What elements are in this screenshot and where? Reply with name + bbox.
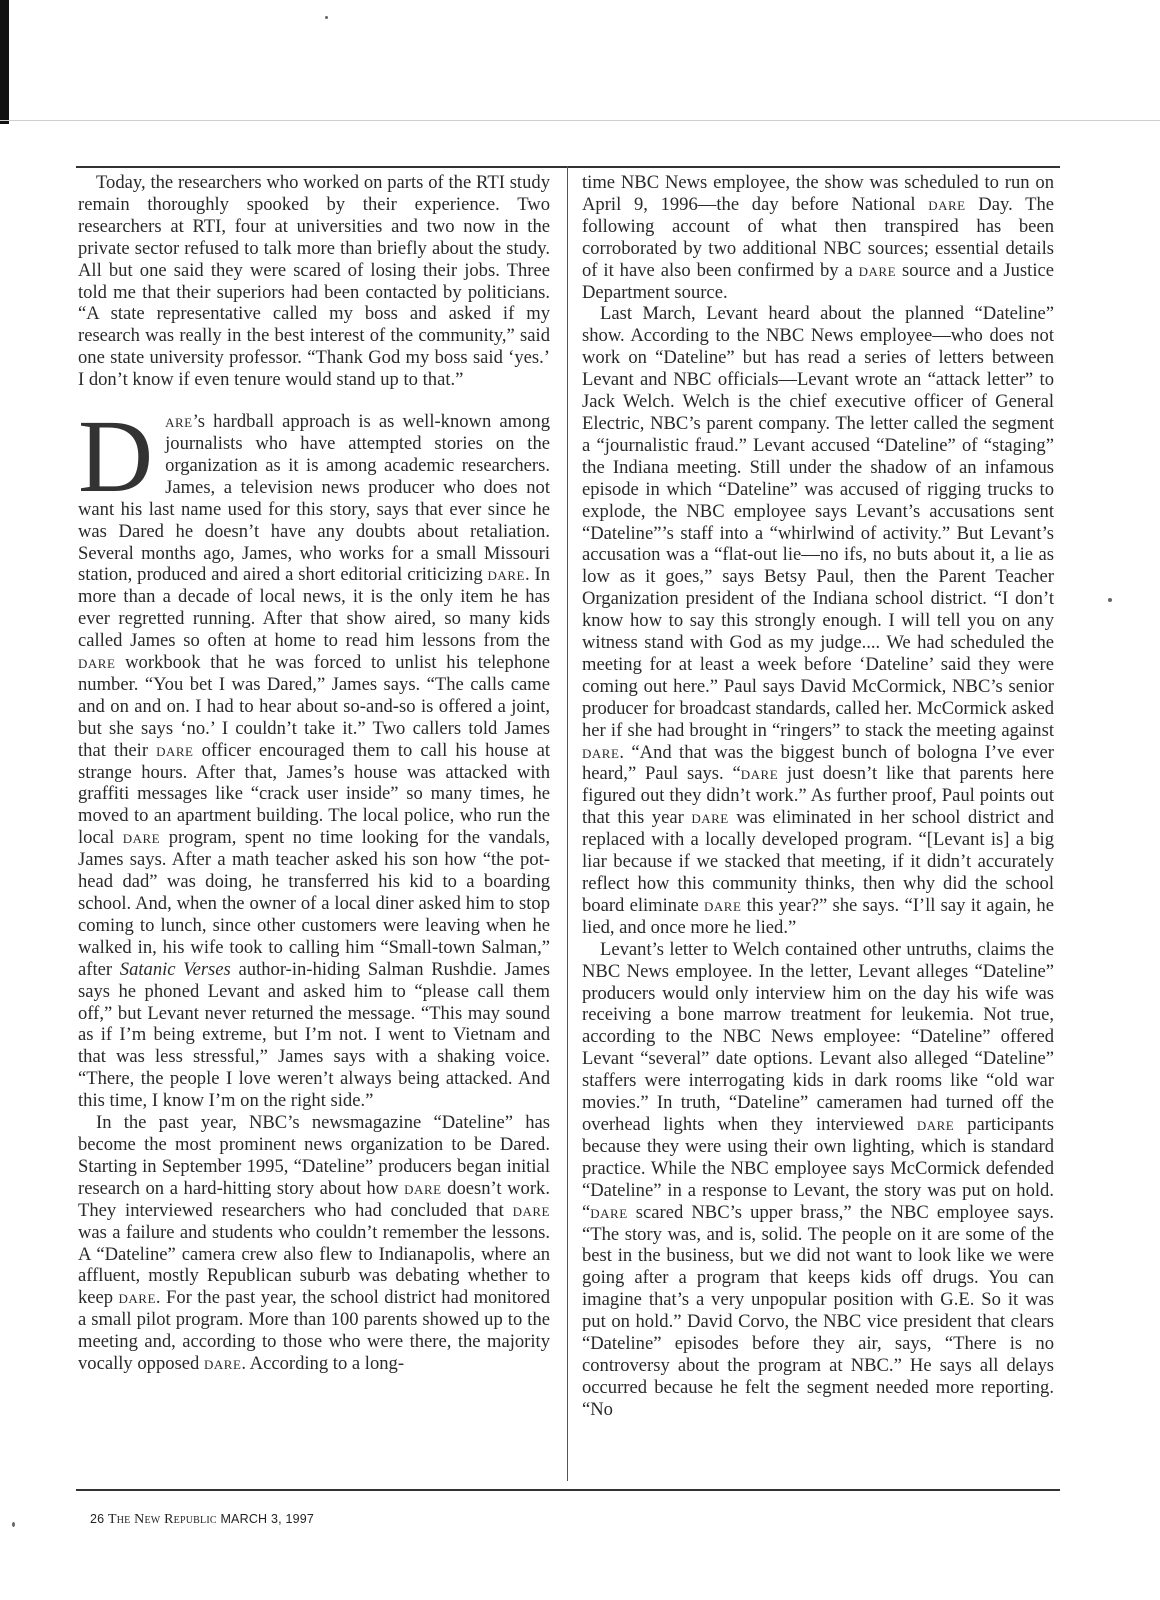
top-rule — [76, 166, 1060, 168]
scan-edge — [0, 0, 9, 124]
page-number: 26 — [90, 1512, 105, 1526]
scan-speck — [12, 1522, 15, 1527]
paragraph: are’s hardball approach is as well-known among journalists who have attempted stories on the organization as it is among academic researchers. James, a television news producer who does not want his last name used for this story, says that ever since he was Dared he doesn’t have any doubts about retaliation. Several months ago, James, who works for a small Missouri station, produced and aired a short editorial criticizing dare. In more than a decade of local news, it is the only item he has ever regretted running. After that show aired, so many kids called James so often at home to read him lessons from the dare workbook that he was forced to unlist his telephone number. “You bet I was Dared,” James says. “The calls came and on and on. I had to hear about so-and-so is offered a joint, but she says ‘no.’ I couldn’t take it.” Two callers told James that their dare officer encouraged them to call his house at strange hours. After that, James’s house was attacked with graffiti messages like “crack user inside” so many times, he moved to an apartment building. The local police, who run the local dare program, spent no time looking for the vandals, James says. After a math teacher asked his son how “the pot-head dad” was doing, he transferred his kid to a boarding school. And, when the owner of a local diner asked him to stop coming to lunch, since other customers were leaving when he walked in, his wife took to calling him “Small-town Salman,” after Satanic Verses author-in-hiding Salman Rushdie. James says he phoned Levant and asked him to “please call them off,” but Levant never returned the message. “This may sound as if I’m being extreme, but I’m not. I went to Vietnam and that was less stressful,” James says with a shaking voice. “There, the people I love weren’t always being attacked. And this time, I know I’m on the right side.” — [78, 411, 550, 1112]
paragraph: Today, the researchers who worked on parts of the RTI study remain thoroughly spooked by their experience. Two researchers at RTI, four at universities and two now in the private sector refused to talk more than briefly about the study. All but one said they were scared of losing their jobs. Three told me that their superiors had been contacted by politicians. “A state representative called my boss and asked if my research was really in the best interest of the community,” said one state university professor. “Thank God my boss said ‘yes.’ I don’t know if even tenure would stand up to that.” — [78, 172, 550, 391]
paragraph: Last March, Levant heard about the planned “Dateline” show. According to the NBC News employee—who does not work on “Dateline” but has read a series of letters between Levant and NBC officials—Levant wrote an “attack letter” to Jack Welch. Welch is the chief executive officer of General Electric, NBC’s parent company. The letter called the segment a “journalistic fraud.” Levant accused “Dateline” of “staging” the Indiana meeting. Still under the shadow of an infamous episode in which “Dateline” was accused of rigging trucks to explode, the NBC employee says Levant’s accusations sent “Dateline”’s staff into a “whirlwind of activity.” But Levant’s accusation was a “flat-out lie—no ifs, no buts about it, a lie as low as it goes,” says Betsy Paul, then the Parent Teacher Organization president of the Indiana school district. “I don’t know how to say this strongly enough. I will tell you on any witness stand with God as my judge.... We had scheduled the meeting for at least a week before ‘Dateline’ said they were coming out here.” Paul says David McCormick, NBC’s senior producer for broadcast standards, called her. McCormick asked her if she had brought in “ringers” to stack the meeting against dare. “And that was the biggest bunch of bologna I’ve ever heard,” Paul says. “dare just doesn’t like that parents here figured out they didn’t work.” As further proof, Paul points out that this year dare was eliminated in her school district and replaced with a locally developed program. “[Levant is] a big liar because if we stacked that meeting, if it didn’t accurately reflect how this community thinks, then why did the school board eliminate dare this year?” she says. “I’ll say it again, he lied, and once more he lied.” — [582, 303, 1054, 938]
paragraph-with-drop-cap — [78, 399, 550, 1112]
drop-cap: D — [78, 399, 154, 515]
paragraph: In the past year, NBC’s newsmagazine “Dateline” has become the most prominent news organization to be Dared. Starting in September 1995, “Dateline” producers began initial research on a hard-hitting story about how dare doesn’t work. They interviewed researchers who had concluded that dare was a failure and students who couldn’t remember the lessons. A “Dateline” camera crew also flew to Indianapolis, where an affluent, mostly Republican suburb was debating whether to keep dare. For the past year, the school district had monitored a small pilot program. More than 100 parents showed up to the meeting and, according to those who were there, the majority vocally opposed dare. According to a long- — [78, 1112, 550, 1375]
issue-date: MARCH 3, 1997 — [220, 1512, 315, 1526]
article-right-column — [582, 172, 1054, 1421]
scan-speck — [325, 16, 328, 19]
bottom-rule — [76, 1489, 1060, 1491]
scan-speck — [1108, 598, 1112, 602]
paragraph: time NBC News employee, the show was scheduled to run on April 9, 1996—the day before National dare Day. The following account of what then transpired has been corroborated by two additional NBC sources; essential details of it have also been confirmed by a dare source and a Justice Department source. — [582, 172, 1054, 303]
page-footer — [90, 1512, 314, 1528]
paragraph: Levant’s letter to Welch contained other untruths, claims the NBC News employee. In the letter, Levant alleges “Dateline” producers would only interview him on the day his wife was receiving a bone marrow treatment for leukemia. Not true, according to the NBC News employee: “Dateline” offered Levant “several” date options. Levant also alleged “Dateline” staffers were interrogating kids in dark rooms like “old war movies.” In truth, “Dateline” cameramen had turned off the overhead lights when they interviewed dare participants because they were using their own lighting, which is standard practice. While the NBC employee says McCormick defended “Dateline” in a response to Levant, the story was put on hold. “dare scared NBC’s upper brass,” the NBC employee says. “The story was, and is, solid. The people on it are some of the best in the business, but we did not want to look like we were going after a program that keeps kids off drugs. You can imagine that’s a very unpopular position with G.E. So it was put on hold.” David Corvo, the NBC vice president that clears “Dateline” episodes before they air, says, “There is no controversy about the program at NBC.” He says all delays occurred because he felt the segment needed more reporting. “No — [582, 938, 1055, 1420]
article-left-column — [78, 172, 550, 1375]
magazine-name: The New Republic — [108, 1512, 217, 1527]
column-divider — [567, 166, 568, 1481]
page-edge-line — [0, 120, 1160, 121]
